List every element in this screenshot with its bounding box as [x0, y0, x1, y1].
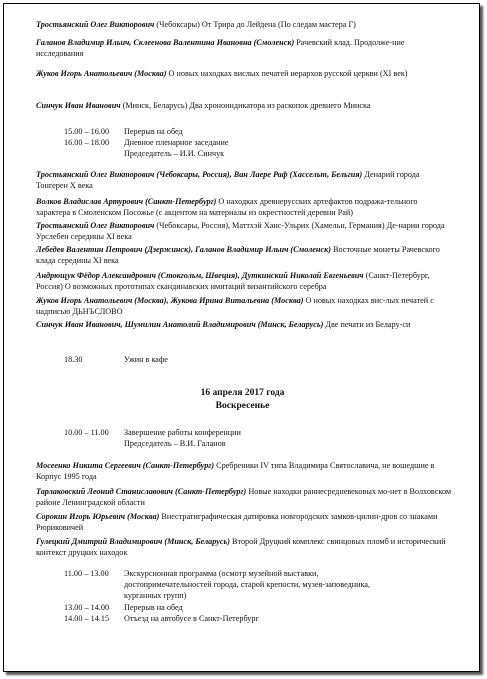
talk-entry: Тростьянский Олег Викторович (Чебоксары, Россия), Ван Лаере Раф (Хассельт, Бельгия) Денарий города Тонгерен X века	[36, 170, 420, 190]
talk-entry: Синчук Иван Иванович (Минск, Беларусь) Два хроноиндикатора из раскопок древнего Минска	[36, 101, 371, 110]
talk-entry: Тарлаковский Леонид Станиславович (Санкт-Петербург) Новые находки раннесредневековых мо-нет в Волховском районе Ленинградской области	[36, 487, 452, 507]
document-page	[3, 3, 480, 672]
schedule-row: 18.30 Ужин в кафе	[64, 355, 168, 364]
schedule-row: 13.00 – 14.00 Перерыв на обед	[64, 603, 183, 612]
schedule-row: 15.00 – 16.00 Перерыв на обед	[64, 127, 183, 136]
day-date: 16 апреля 2017 года	[200, 388, 285, 398]
talk-entry: Волков Владислав Артурович (Санкт-Петербург) О находках древнерусских артефактов подража-тельного характера в Смоленском Посожье (с акцентом на материалы из окрестностей деревни Рай)	[36, 197, 418, 217]
talk-entry: Галанов Владимир Ильич, Склеенова Валентина Ивановна (Смоленск) Рачевский клад. Продолже-ние исследования	[36, 38, 405, 58]
schedule-row: курганных групп)	[124, 591, 187, 600]
talk-entry: Андрющук Фёдор Александрович (Стокгольм, Швеция), Дуткинский Николай Евгеньевич (Санкт-Петербург, Россия) О возможных прототипах скандинавских имитаций византийского серебра	[36, 271, 430, 291]
schedule-row: достопримечательностей города, старой крепости, музея-заповедника,	[124, 580, 371, 589]
schedule-row: 11.00 – 13.00 Экскурсионная программа (осмотр музейной выставки,	[64, 569, 319, 578]
talk-entry: Сорокин Игорь Юрьевич (Москва) Внестратиграфическая датировка новгородских замков-цилин-дров со знаками Рюриковичей	[36, 512, 438, 532]
schedule-row: 16.00 – 18.00 Дневное пленарное заседание	[64, 138, 229, 147]
talk-entry: Синчук Иван Иванович, Шумилин Анатолий Владимирович (Минск, Беларусь) Две печати из Белару-си	[36, 320, 411, 329]
schedule-row: 14.00 – 14.15 Отъезд на автобусе в Санкт-Петербург	[64, 614, 259, 623]
day-weekday: Воскресенье	[215, 401, 270, 411]
schedule-row: Председатель – И.И. Синчук	[124, 149, 225, 158]
talk-entry: Гулецкий Дмитрий Владимирович (Минск, Беларусь) Второй Друцкий комплекс свинцовых пломб и исторический контекст друцких находок	[36, 537, 446, 557]
schedule-row: 10.00 – 11.00 Завершение работы конференции	[64, 428, 241, 437]
talk-entry: Жуков Игорь Анатольевич (Москва), Жукова Ирина Витальевна (Москва) О новых находках вис-лых печатей с надписью ДЬНЪСЛОВО	[36, 296, 434, 316]
talk-entry: Мосеенко Никита Сергеевич (Санкт-Петербург) Сребреники IV типа Владимира Святославича, не вошедшие в Корпус 1995 года	[36, 461, 435, 481]
talk-entry: Жуков Игорь Анатольевич (Москва) О новых находках вислых печатей иерархов русской церкви (XI век)	[36, 69, 408, 78]
talk-entry: Лебедев Валентин Петрович (Дзержинск), Галанов Владимир Ильич (Смоленск) Восточные монеты Рачевского клада середины XI века	[36, 245, 440, 265]
schedule-row: Председатель – В.И. Галанов	[124, 439, 226, 448]
talk-entry: Тростьянский Олег Викторович (Чебоксары) От Трира до Лейдена (По следам мастера Г)	[36, 20, 356, 29]
talk-entry: Тростьянский Олег Викторович (Чебоксары, Россия), Маттхэй Ханс-Ульрих (Хамельн, Германия) Де-нарии города Урслебен середины XI века	[36, 221, 445, 241]
